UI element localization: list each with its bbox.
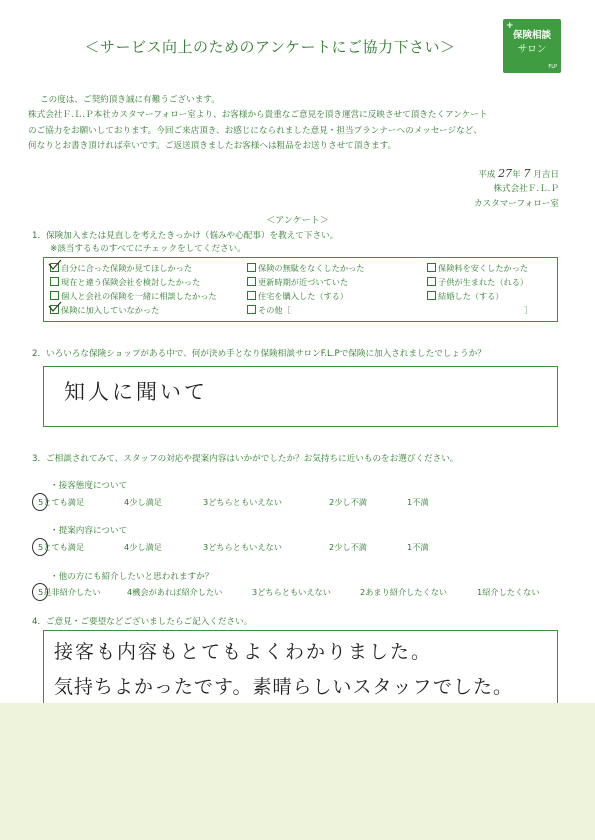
question-1: 1．保険加入または見直しを考えたきっかけ（悩みや心配事）を教えて下さい。 (32, 231, 339, 241)
checkbox[interactable] (50, 291, 59, 300)
handwritten-year: 27 (498, 167, 513, 180)
intro-line: この度は、ご契約頂き誠に有難うございます。 (40, 95, 220, 105)
handwritten-answer-2: 知人に聞いて (64, 380, 208, 404)
logo-plus: + (506, 21, 514, 31)
rating-option[interactable]: 1不満 (407, 542, 429, 552)
checkbox-option[interactable]: 更新時期が近づいていた (247, 277, 348, 288)
rating-option[interactable]: 3どちらともいえない (203, 497, 282, 507)
question-3-item-label: ・他の方にも紹介したいと思われますか？ (50, 572, 214, 582)
logo-brand: FLP (548, 64, 557, 70)
issue-date: 平成 27年 7 月吉日 (478, 167, 559, 180)
rating-option[interactable]: 5とても満足 (38, 542, 85, 552)
checkbox-option[interactable]: 子供が生まれた（れる） (427, 277, 528, 288)
intro-line: のご協力をお願いしております。今回ご来店頂き、お感じになられました意見・担当プランナーへのメッセージなど、 (28, 125, 482, 136)
checkbox[interactable] (427, 291, 436, 300)
question-3-item-label: ・接客態度について (50, 481, 128, 491)
logo-line1: 保険相談 (512, 30, 551, 41)
checkbox-option[interactable]: 保険の無駄をなくしたかった (247, 263, 364, 274)
rating-option[interactable]: 2少し不満 (329, 542, 367, 552)
checkbox[interactable] (427, 277, 436, 286)
checkbox-option[interactable]: 住宅を購入した（する） (247, 291, 348, 302)
rating-option[interactable]: 3どちらともいえない (252, 587, 331, 597)
checkmark-icon (48, 301, 62, 313)
logo-line2: サロン (517, 44, 547, 55)
handwritten-month: 7 (523, 167, 531, 180)
selected-circle-mark (32, 583, 48, 601)
bracket-close: ］ (524, 305, 533, 315)
rating-option[interactable]: 1紹介したくない (477, 587, 540, 597)
handwritten-answer-4-line2: 気持ちよかったです。素晴らしいスタッフでした。 (54, 676, 514, 698)
intro-line: 何なりとお書き頂ければ幸いです。ご返送頂きましたお客様へは粗品をお送りさせて頂きます。 (28, 141, 397, 152)
page-title: ＜サービス向上のためのアンケートにご協力下さい＞ (84, 38, 456, 56)
rating-option[interactable]: 4機会があれば紹介したい (127, 587, 223, 597)
handwritten-answer-4-line1: 接客も内容もとてもよくわかりました。 (54, 641, 433, 663)
checkbox-option[interactable]: 結婚した（する） (427, 291, 504, 302)
selected-circle-mark (32, 493, 48, 511)
checkbox-option[interactable]: 個人と会社の保険を一緒に相談したかった (50, 291, 217, 302)
rating-option[interactable]: 5是非紹介したい (38, 587, 101, 597)
checkbox-option[interactable]: 自分に合った保険か見てほしかった (50, 263, 192, 274)
intro-text (28, 93, 560, 155)
checkbox-option[interactable]: 現在と違う保険会社を検討したかった (50, 277, 200, 288)
question-3-item-label: ・提案内容について (50, 526, 128, 536)
checkbox-option[interactable]: 保険料を安くしたかった (427, 263, 528, 274)
question-4: 4．ご意見・ご要望などございましたらご記入ください。 (32, 617, 253, 627)
question-3: 3．ご相談されてみて、スタッフの対応や提案内容はいかがでしたか？お気持ちに近いものをお選びください。 (32, 454, 459, 464)
checkmark-icon (48, 259, 62, 271)
question-2: 2．いろいろな保険ショップがある中で、何が決め手となり保険相談サロンF.L.Pで保険に加入されましたでしょうか？ (32, 349, 486, 359)
question-1-note: ※該当するものすべてにチェックをしてください。 (50, 244, 246, 254)
intro-line: 株式会社Ｆ.Ｌ.Ｐ本社カスタマーフォロー室より、お客様から貴重なご意見を頂き運営に反映させて頂きたくアンケート (28, 110, 488, 121)
rating-option[interactable]: 2あまり紹介したくない (360, 587, 448, 597)
checkbox[interactable] (247, 263, 256, 272)
checkbox[interactable] (50, 277, 59, 286)
salon-logo (503, 19, 561, 73)
checkbox[interactable] (247, 305, 256, 314)
rating-option[interactable]: 4少し満足 (124, 542, 162, 552)
checkbox-option[interactable]: 保険に加入していなかった (50, 305, 159, 316)
checkbox[interactable] (427, 263, 436, 272)
company-name: 株式会社Ｆ.Ｌ.Ｐ (493, 184, 559, 195)
rating-option[interactable]: 1不満 (407, 497, 429, 507)
rating-option[interactable]: 3どちらともいえない (203, 542, 282, 552)
checkbox[interactable] (247, 277, 256, 286)
cropped-scan-area (0, 703, 595, 840)
checkbox[interactable] (247, 291, 256, 300)
rating-option[interactable]: 2少し不満 (329, 497, 367, 507)
survey-subtitle: ＜アンケート＞ (266, 216, 329, 226)
rating-option[interactable]: 4少し満足 (124, 497, 162, 507)
checkbox-option[interactable]: その他［ (247, 305, 291, 316)
rating-option[interactable]: 5とても満足 (38, 497, 85, 507)
selected-circle-mark (32, 538, 48, 556)
issuer-block (474, 167, 559, 211)
department-name: カスタマーフォロー室 (473, 198, 559, 209)
